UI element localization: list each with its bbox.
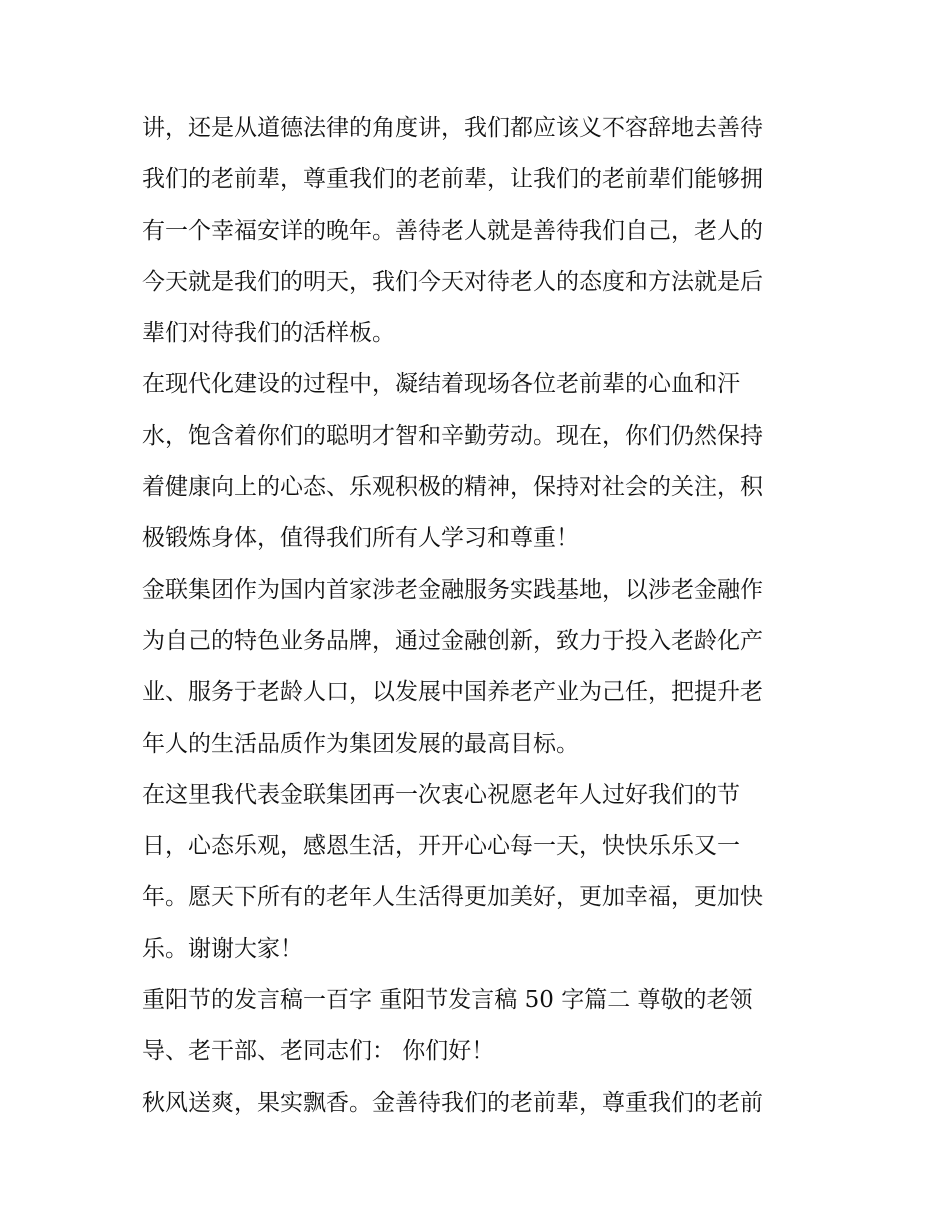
text-line: 着健康向上的心态、乐观积极的精神，保持对社会的关注，积 <box>142 474 763 501</box>
text-line: 导、老干部、老同志们： 你们好！ <box>142 1038 495 1065</box>
text-line: 年。愿天下所有的老年人生活得更加美好，更加幸福，更加快 <box>142 884 763 911</box>
text-line: 年人的生活品质作为集团发展的最高目标。 <box>142 730 579 757</box>
text-line: 为自己的特色业务品牌，通过金融创新，致力于投入老龄化产 <box>142 627 763 654</box>
text-line: 业、服务于老龄人口，以发展中国养老产业为己任，把提升老 <box>142 679 763 706</box>
text-line: 极锻炼身体，值得我们所有人学习和尊重！ <box>142 525 579 552</box>
text-line: 辈们对待我们的活样板。 <box>142 320 395 347</box>
text-line: 在现代化建设的过程中，凝结着现场各位老前辈的心血和汗 <box>142 371 740 398</box>
text-line: 金联集团作为国内首家涉老金融服务实践基地，以涉老金融作 <box>142 576 763 603</box>
text-line: 重阳节的发言稿一百字 重阳节发言稿 50 字篇二 尊敬的老领 <box>142 987 753 1014</box>
text-line: 在这里我代表金联集团再一次衷心祝愿老年人过好我们的节 <box>142 781 740 808</box>
text-line: 今天就是我们的明天，我们今天对待老人的态度和方法就是后 <box>142 268 763 295</box>
text-line: 我们的老前辈，尊重我们的老前辈，让我们的老前辈们能够拥 <box>142 166 763 193</box>
text-line: 水，饱含着你们的聪明才智和辛勤劳动。现在，你们仍然保持 <box>142 422 763 449</box>
text-line: 秋风送爽，果实飘香。金善待我们的老前辈，尊重我们的老前 <box>142 1089 763 1116</box>
text-line: 乐。谢谢大家！ <box>142 935 303 962</box>
text-line: 日，心态乐观，感恩生活，开开心心每一天，快快乐乐又一 <box>142 833 740 860</box>
text-line: 有一个幸福安详的晚年。善待老人就是善待我们自己，老人的 <box>142 217 763 244</box>
document-body <box>142 103 812 1129</box>
text-line: 讲，还是从道德法律的角度讲，我们都应该义不容辞地去善待 <box>142 115 763 141</box>
